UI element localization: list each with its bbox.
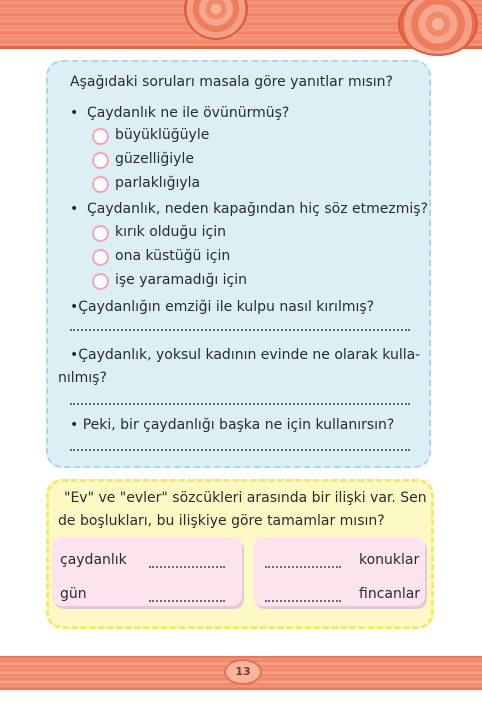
bullet: • bbox=[70, 201, 79, 217]
answer-line-q3[interactable] bbox=[70, 329, 410, 331]
blank-right-2[interactable] bbox=[265, 600, 341, 602]
page-number: 13 bbox=[224, 659, 262, 685]
answer-line-q5[interactable] bbox=[70, 449, 410, 451]
right-word-2: fincanlar bbox=[359, 586, 421, 602]
question-2: Çaydanlık, neden kapağından hiç söz etmezmiş? bbox=[87, 201, 428, 217]
left-word-1: çaydanlık bbox=[60, 552, 127, 568]
bullet: • bbox=[70, 105, 79, 121]
option-radio-q2-2[interactable] bbox=[92, 249, 109, 266]
option-radio-q1-3[interactable] bbox=[92, 176, 109, 193]
blank-left-2[interactable] bbox=[149, 600, 225, 602]
option-q1-3: parlaklığıyla bbox=[115, 175, 201, 191]
question-4-line-1: •Çaydanlık, yoksul kadının evinde ne olarak kulla- bbox=[70, 347, 421, 363]
option-radio-q1-1[interactable] bbox=[92, 128, 109, 145]
question-5: • Peki, bir çaydanlığı başka ne için kullanırsın? bbox=[70, 417, 395, 433]
blank-right-1[interactable] bbox=[265, 566, 341, 568]
blank-left-1[interactable] bbox=[149, 566, 225, 568]
option-q2-3: işe yaramadığı için bbox=[115, 272, 248, 288]
option-q1-2: güzelliğiyle bbox=[115, 151, 194, 167]
option-radio-q2-1[interactable] bbox=[92, 225, 109, 242]
exercise-instruction-line-1: "Ev" ve "evler" sözcükleri arasında bir ilişki var. Sen bbox=[64, 490, 427, 506]
question-4-line-2: nılmış? bbox=[58, 370, 107, 386]
option-q2-2: ona küstüğü için bbox=[115, 248, 231, 264]
question-1: Çaydanlık ne ile övünürmüş? bbox=[87, 105, 290, 121]
option-radio-q2-3[interactable] bbox=[92, 273, 109, 290]
question-3: •Çaydanlığın emziği ile kulpu nasıl kırılmış? bbox=[70, 299, 375, 315]
exercise-instruction-line-2: de boşlukları, bu ilişkiye göre tamamlar mısın? bbox=[58, 513, 385, 529]
option-radio-q1-2[interactable] bbox=[92, 152, 109, 169]
questions-intro: Aşağıdaki soruları masala göre yanıtlar mısın? bbox=[70, 74, 393, 90]
right-word-1: konuklar bbox=[359, 552, 420, 568]
option-q2-1: kırık olduğu için bbox=[115, 224, 226, 240]
left-word-2: gün bbox=[60, 586, 87, 602]
option-q1-1: büyüklüğüyle bbox=[115, 127, 210, 143]
answer-line-q4[interactable] bbox=[70, 403, 410, 405]
